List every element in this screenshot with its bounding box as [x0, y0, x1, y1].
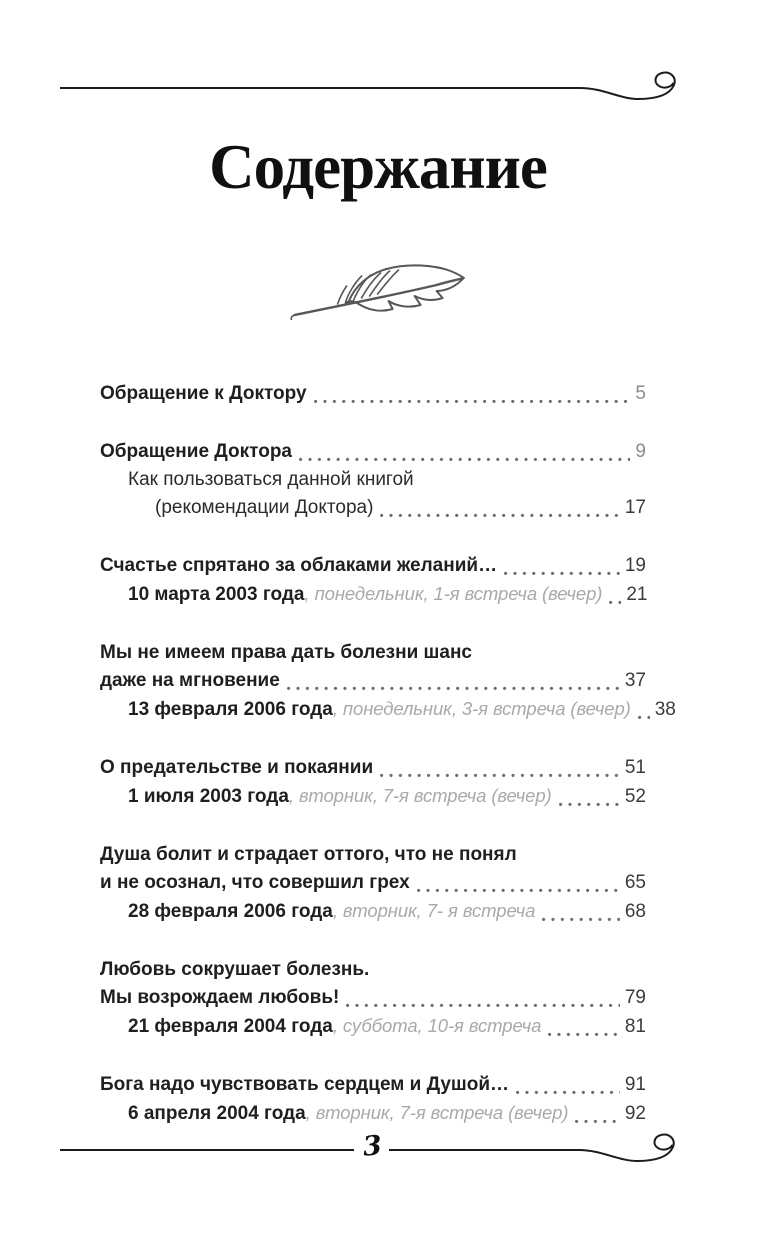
- session-date: 13 февраля 2006 года: [128, 699, 333, 720]
- entry-title: Обращение к Доктору: [100, 383, 307, 404]
- table-of-contents: [100, 380, 676, 1158]
- entry-title: даже на мгновение: [100, 670, 280, 691]
- entry-title: Мы возрождаем любовь!: [100, 987, 340, 1008]
- session-detail: , вторник, 7-я встреча (вечер): [305, 1102, 569, 1123]
- decorative-rule-top-with-swirl-icon: [60, 58, 690, 102]
- toc-note-row: [100, 494, 646, 522]
- toc-title-row: [100, 380, 646, 408]
- entry-title: Душа болит и страдает оттого, что не понял: [100, 844, 517, 865]
- session-date: 21 февраля 2004 года: [128, 1016, 333, 1037]
- page-number: 51: [624, 757, 646, 778]
- entry-title: Счастье спрятано за облаками желаний…: [100, 555, 498, 576]
- toc-title-row: [100, 841, 646, 869]
- page-number: 9: [635, 441, 646, 462]
- entry-title: Обращение Доктора: [100, 441, 293, 462]
- session-date: 28 февраля 2006 года: [128, 901, 333, 922]
- toc-entry: [100, 754, 646, 811]
- toc-title-row: [100, 667, 646, 695]
- page-number: 81: [624, 1016, 646, 1037]
- toc-session-row: [100, 695, 676, 724]
- session-detail: , суббота, 10-я встреча: [332, 1015, 542, 1036]
- dot-leader: [638, 715, 650, 720]
- note-line: Как пользоваться данной книгой: [128, 469, 414, 490]
- toc-entry: [100, 956, 646, 1041]
- dot-leader: [287, 686, 620, 691]
- toc-note-row: [100, 466, 646, 494]
- toc-session-row: [100, 782, 646, 811]
- entry-title: Мы не имеем права дать болезни шанс: [100, 642, 473, 663]
- page-number: 37: [624, 670, 646, 691]
- dot-leader: [559, 802, 620, 807]
- page-number: 91: [624, 1074, 646, 1095]
- session-date: 6 апреля 2004 года: [128, 1103, 306, 1124]
- page-title: Содержание: [209, 132, 547, 202]
- dot-leader: [380, 513, 619, 518]
- toc-title-row: [100, 552, 646, 580]
- toc-entry: [100, 841, 646, 926]
- page-number-folio: 3: [361, 1130, 384, 1163]
- dot-leader: [516, 1090, 620, 1095]
- entry-title: Бога надо чувствовать сердцем и Душой…: [100, 1074, 510, 1095]
- page-number: 65: [624, 872, 646, 893]
- page-number: 38: [654, 699, 676, 720]
- toc-entry: [100, 552, 646, 609]
- page-number: 5: [635, 383, 646, 404]
- session-detail: , вторник, 7- я встреча: [332, 900, 536, 921]
- session-date: 1 июля 2003 года: [128, 786, 289, 807]
- page-number: 21: [626, 584, 648, 605]
- feather-quill-icon: [289, 252, 469, 320]
- toc-title-row: [100, 984, 646, 1012]
- session-detail: , понедельник, 3-я встреча (вечер): [332, 698, 631, 719]
- decorative-rule-bottom: [60, 1120, 708, 1164]
- rule-right-swirl-icon: [389, 1120, 689, 1164]
- dot-leader: [417, 888, 620, 893]
- dot-leader: [346, 1003, 620, 1008]
- toc-session-row: [100, 897, 646, 926]
- page-number: 17: [624, 497, 646, 518]
- entry-title: О предательстве и покаянии: [100, 757, 374, 778]
- toc-entry: [100, 380, 646, 408]
- page-number: 79: [624, 987, 646, 1008]
- page-number: 19: [624, 555, 646, 576]
- toc-session-row: [100, 1012, 646, 1041]
- toc-entry: [100, 639, 676, 724]
- session-date: 10 марта 2003 года: [128, 584, 305, 605]
- page-number: 52: [624, 786, 646, 807]
- dot-leader: [542, 917, 620, 922]
- toc-title-row: [100, 869, 646, 897]
- dot-leader: [504, 571, 620, 576]
- dot-leader: [299, 457, 630, 462]
- entry-title: Любовь сокрушает болезнь.: [100, 959, 370, 980]
- session-detail: , понедельник, 1-я встреча (вечер): [304, 583, 603, 604]
- rule-left-segment: [60, 1149, 354, 1151]
- dot-leader: [314, 399, 631, 404]
- toc-title-row: [100, 956, 646, 984]
- toc-title-row: [100, 1071, 646, 1099]
- dot-leader: [548, 1032, 620, 1037]
- dot-leader: [380, 773, 620, 778]
- toc-title-row: [100, 438, 646, 466]
- entry-title: и не осознал, что совершил грех: [100, 872, 410, 893]
- session-detail: , вторник, 7-я встреча (вечер): [288, 785, 552, 806]
- toc-entry: [100, 438, 646, 522]
- page-number: 68: [624, 901, 646, 922]
- toc-title-row: [100, 639, 646, 667]
- toc-title-row: [100, 754, 646, 782]
- dot-leader: [609, 600, 621, 605]
- note-line: (рекомендации Доктора): [155, 497, 374, 518]
- page-number: 92: [624, 1103, 646, 1124]
- toc-session-row: [100, 580, 646, 609]
